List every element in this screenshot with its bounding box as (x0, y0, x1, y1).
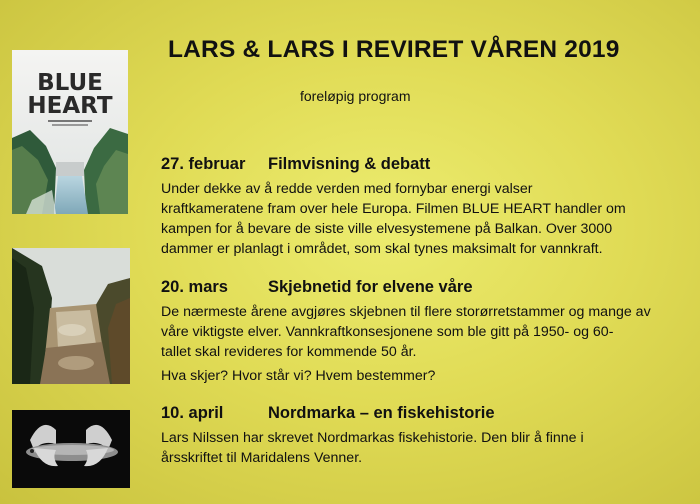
event-title: Skjebnetid for elvene våre (268, 278, 473, 296)
event-description (161, 179, 691, 259)
event-description (161, 428, 691, 468)
blue-heart-poster-image (12, 50, 128, 214)
event-title: Filmvisning & debatt (268, 155, 431, 173)
event-1-line-3: kampen for å bevare de siste ville elvesystemene på Balkan. Over 3000 (161, 221, 613, 237)
page-subtitle: foreløpig program (300, 88, 411, 104)
event-2-line-2: våre viktigste elver. Vannkraftkonsesjonene som ble gitt på 1950- og 60- (161, 324, 614, 340)
event-2-line-3: tallet skal revideres for kommende 50 år. (161, 344, 417, 360)
event-2-questions: Hva skjer? Hvor står vi? Hvem bestemmer? (161, 368, 436, 384)
event-1-line-4: dammer er planlagt i området, som skal tynes maksimalt for vannkraft. (161, 241, 603, 257)
event-3-line-1: Lars Nilssen har skrevet Nordmarkas fiskehistorie. Den blir å finne i (161, 430, 584, 446)
event-1 (161, 155, 691, 259)
event-date: 10. april (161, 404, 224, 422)
event-1-header (161, 155, 691, 179)
event-1-line-2: kraftkameratene fram over hele Europa. Filmen BLUE HEART handler om (161, 201, 626, 217)
event-3-line-2: årsskriftet til Maridalens Venner. (161, 450, 363, 466)
event-3 (161, 404, 691, 468)
event-date: 27. februar (161, 155, 246, 173)
river-rapids-photo (12, 248, 130, 384)
fish-in-hands-photo (12, 410, 130, 488)
poster-title-line1: BLUE (37, 70, 103, 96)
event-description (161, 302, 691, 362)
event-title: Nordmarka – en fiskehistorie (268, 404, 495, 422)
event-2-header (161, 278, 691, 302)
page-title: LARS & LARS I REVIRET VÅREN 2019 (168, 36, 620, 63)
event-2 (161, 278, 691, 386)
event-3-header (161, 404, 691, 428)
event-1-line-1: Under dekke av å redde verden med fornybar energi valser (161, 181, 533, 197)
poster-title-line2: HEART (27, 93, 113, 119)
event-2-line-1: De nærmeste årene avgjøres skjebnen til flere storørretstammer og mange av (161, 304, 651, 320)
event-date: 20. mars (161, 278, 228, 296)
